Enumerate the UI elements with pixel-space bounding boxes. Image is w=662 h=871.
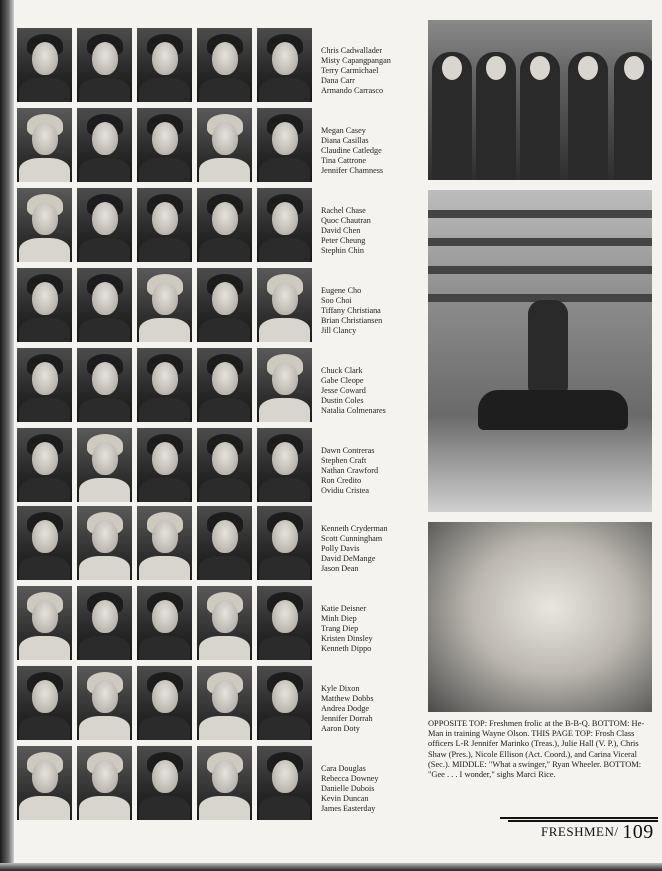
- student-portrait: [17, 746, 72, 820]
- student-name: Soo Choi: [321, 296, 352, 305]
- student-name: Jennifer Chamness: [321, 166, 384, 175]
- footer-rule: [500, 817, 658, 819]
- student-portrait: [197, 666, 252, 740]
- student-portrait: [197, 28, 252, 102]
- student-name: Brian Christiansen: [321, 316, 383, 325]
- hanging-student-photo: [428, 190, 652, 512]
- student-portrait: [197, 506, 252, 580]
- student-name: Rebecca Downey: [321, 774, 379, 783]
- page-folio: [541, 821, 654, 844]
- student-name: Stephin Chin: [321, 246, 364, 255]
- student-portrait: [17, 28, 72, 102]
- student-portrait: [197, 188, 252, 262]
- student-portrait: [17, 428, 72, 502]
- student-name: Megan Casey: [321, 126, 366, 135]
- student-names: [321, 46, 421, 96]
- student-name: Tiffany Christiana: [321, 306, 381, 315]
- student-portrait: [257, 428, 312, 502]
- student-name: Peter Cheung: [321, 236, 366, 245]
- student-name: Armando Carrasco: [321, 86, 384, 95]
- student-name: Trang Diep: [321, 624, 359, 633]
- student-name: Diana Casillas: [321, 136, 369, 145]
- ceiling-beam: [428, 210, 652, 218]
- student-name: Danielle Dubois: [321, 784, 375, 793]
- student-portrait: [17, 506, 72, 580]
- student-names: [321, 604, 421, 654]
- portrait-row: [17, 506, 417, 582]
- student-portrait: [197, 108, 252, 182]
- student-name: Kevin Duncan: [321, 794, 369, 803]
- section-label: FRESHMEN/: [541, 824, 619, 839]
- student-name: Dustin Coles: [321, 396, 364, 405]
- student-name: Natalia Colmenares: [321, 406, 386, 415]
- book-spine: [0, 0, 14, 871]
- student-name: Rachel Chase: [321, 206, 366, 215]
- student-name: Jason Dean: [321, 564, 359, 573]
- student-name: Kenneth Dippo: [321, 644, 372, 653]
- student-portrait: [77, 28, 132, 102]
- student-portrait: [137, 28, 192, 102]
- student-portrait: [257, 586, 312, 660]
- portrait-row: [17, 268, 417, 344]
- figure: [520, 52, 560, 180]
- student-name: Polly Davis: [321, 544, 360, 553]
- student-portrait: [137, 108, 192, 182]
- student-name: Gabe Cleope: [321, 376, 364, 385]
- student-portrait: [17, 268, 72, 342]
- portrait-row: [17, 586, 417, 662]
- student-names: [321, 286, 421, 336]
- student-portrait: [17, 666, 72, 740]
- student-portrait-photo: [428, 522, 652, 712]
- student-name: Chuck Clark: [321, 366, 363, 375]
- page-number: 109: [622, 821, 654, 843]
- student-portrait: [257, 348, 312, 422]
- student-portrait: [137, 348, 192, 422]
- student-portrait: [257, 746, 312, 820]
- student-portrait: [77, 746, 132, 820]
- student-portrait: [17, 108, 72, 182]
- student-name: Dana Carr: [321, 76, 355, 85]
- student-portrait: [137, 666, 192, 740]
- student-portrait: [17, 348, 72, 422]
- photo-caption: OPPOSITE TOP: Freshmen frolic at the B-B-Q. BOTTOM: He-Man in training Wayne Olson. THIS PAGE TOP: Frosh Class officers L-R Jennifer Marinko (Treas.), Julie Hall (V. P.), Chris Shaw (Pres.), Nicole Ellison (Act. Coord.), and Carina Viceral (Sec.). MIDDLE: "What a swinger," Ryan Wheeler. BOTTOM: "Gee . . . I wonder," sighs Marci Rice.: [428, 719, 645, 780]
- student-names: [321, 764, 421, 814]
- class-officers-photo: [428, 20, 652, 180]
- student-name: Andrea Dodge: [321, 704, 369, 713]
- student-portrait: [137, 188, 192, 262]
- student-portrait: [257, 506, 312, 580]
- student-name: Aaron Doty: [321, 724, 360, 733]
- student-name: Kristen Dinsley: [321, 634, 373, 643]
- student-portrait: [17, 188, 72, 262]
- portrait-row: [17, 666, 417, 742]
- figure-legs: [478, 390, 628, 430]
- student-name: Tina Cattrone: [321, 156, 366, 165]
- student-name: David Chen: [321, 226, 361, 235]
- student-portrait: [257, 28, 312, 102]
- student-portrait: [17, 586, 72, 660]
- student-name: Jill Clancy: [321, 326, 357, 335]
- student-portrait: [197, 348, 252, 422]
- student-name: Scott Cunningham: [321, 534, 383, 543]
- student-names: [321, 366, 421, 416]
- ceiling-beam: [428, 238, 652, 246]
- figure: [614, 52, 652, 180]
- student-names: [321, 524, 421, 574]
- page-bottom-edge: [0, 863, 662, 871]
- student-name: Chris Cadwallader: [321, 46, 383, 55]
- student-portrait: [77, 428, 132, 502]
- portrait-row: [17, 746, 417, 822]
- student-portrait: [77, 108, 132, 182]
- student-portrait: [137, 428, 192, 502]
- student-portrait: [257, 108, 312, 182]
- student-name: Claudine Catledge: [321, 146, 382, 155]
- student-name: David DeMange: [321, 554, 376, 563]
- student-name: Minh Diep: [321, 614, 357, 623]
- student-name: Dawn Contreras: [321, 446, 375, 455]
- portrait-row: [17, 428, 417, 504]
- student-portrait: [197, 268, 252, 342]
- student-names: [321, 684, 421, 734]
- student-name: Ovidiu Cristea: [321, 486, 369, 495]
- student-portrait: [257, 188, 312, 262]
- student-name: Misty Capangpangan: [321, 56, 391, 65]
- figure: [432, 52, 472, 180]
- portrait-row: [17, 108, 417, 184]
- student-portrait: [137, 586, 192, 660]
- student-name: Jennifer Dorrah: [321, 714, 373, 723]
- student-name: Stephen Craft: [321, 456, 367, 465]
- student-portrait: [77, 188, 132, 262]
- student-name: Ron Credito: [321, 476, 362, 485]
- student-name: Eugene Cho: [321, 286, 362, 295]
- portrait-row: [17, 348, 417, 424]
- student-portrait: [197, 428, 252, 502]
- student-portrait: [137, 506, 192, 580]
- figure: [568, 52, 608, 180]
- student-portrait: [77, 666, 132, 740]
- student-portrait: [137, 268, 192, 342]
- student-portrait: [257, 268, 312, 342]
- student-name: Terry Carmichael: [321, 66, 379, 75]
- student-portrait: [77, 348, 132, 422]
- student-names: [321, 446, 421, 496]
- figure: [476, 52, 516, 180]
- student-name: Kyle Dixon: [321, 684, 360, 693]
- student-name: James Easterday: [321, 804, 376, 813]
- student-name: Cara Douglas: [321, 764, 366, 773]
- student-portrait: [77, 268, 132, 342]
- hanging-figure: [528, 300, 568, 400]
- student-portrait: [77, 586, 132, 660]
- student-name: Jesse Coward: [321, 386, 366, 395]
- student-portrait: [257, 666, 312, 740]
- student-name: Quoc Chautran: [321, 216, 371, 225]
- student-name: Katie Deisner: [321, 604, 367, 613]
- student-name: Kenneth Cryderman: [321, 524, 388, 533]
- student-name: Matthew Dobbs: [321, 694, 374, 703]
- student-portrait: [197, 586, 252, 660]
- student-name: Nathan Crawford: [321, 466, 379, 475]
- ceiling-beam: [428, 266, 652, 274]
- portrait-row: [17, 188, 417, 264]
- portrait-row: [17, 28, 417, 104]
- student-names: [321, 206, 421, 256]
- student-portrait: [137, 746, 192, 820]
- student-names: [321, 126, 421, 176]
- student-portrait: [197, 746, 252, 820]
- student-portrait: [77, 506, 132, 580]
